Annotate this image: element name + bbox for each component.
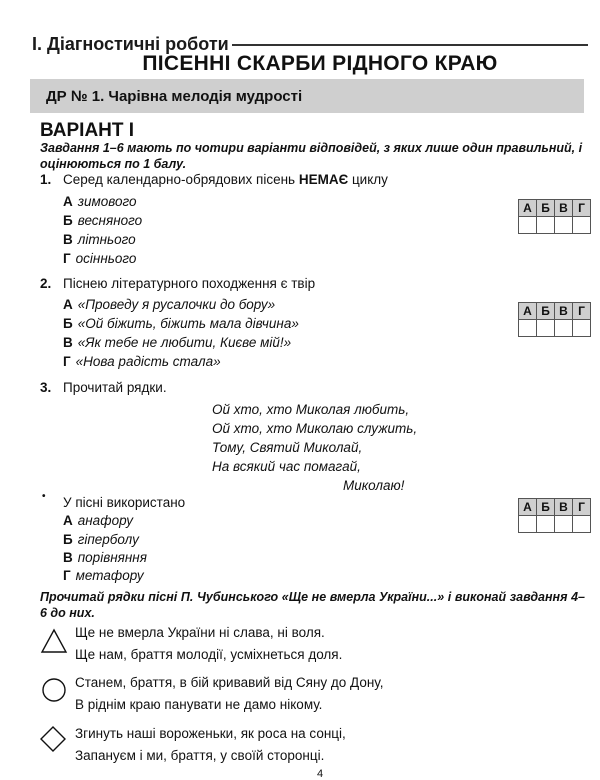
grid-header-c: В bbox=[555, 303, 573, 320]
instructions-4-6: Прочитай рядки пісні П. Чубинського «Ще не вмерла України...» і виконай завдання 4–6 до них. bbox=[40, 590, 585, 620]
grid-header-c: В bbox=[555, 200, 573, 217]
grid-header-a: А bbox=[519, 303, 537, 320]
q2-option-c: В «Як тебе не любити, Києве мій!» bbox=[63, 335, 292, 350]
poem-line-1: Ой хто, хто Миколая любить, bbox=[212, 402, 410, 417]
question-1-text: Серед календарно-обрядових пісень НЕМАЄ циклу bbox=[63, 172, 388, 187]
q1-answer-cell-c[interactable] bbox=[555, 217, 573, 234]
q2-option-b: Б «Ой біжить, біжить мала дівчина» bbox=[63, 316, 299, 331]
q3-answer-grid bbox=[518, 498, 591, 533]
grid-header-a: А bbox=[519, 200, 537, 217]
grid-header-d: Г bbox=[573, 303, 591, 320]
grid-header-d: Г bbox=[573, 499, 591, 516]
variant-heading: ВАРІАНТ І bbox=[40, 120, 135, 141]
song-fragment-2-line-1: Станем, браття, в бій кривавий від Сяну до Дону, bbox=[75, 675, 384, 690]
poem-line-3: Тому, Святий Миколай, bbox=[212, 440, 363, 455]
page-title: ПІСЕННІ СКАРБИ РІДНОГО КРАЮ bbox=[142, 52, 498, 75]
instructions-1-6: Завдання 1–6 мають по чотири варіанти відповідей, з яких лише один правильний, і оцінюються по 1 балу. bbox=[40, 141, 583, 171]
question-2-number: 2. bbox=[40, 276, 52, 291]
question-3-subtext: У пісні використано bbox=[63, 495, 186, 510]
q3-option-d: Г метафору bbox=[63, 568, 144, 583]
grid-header-b: Б bbox=[537, 200, 555, 217]
song-fragment-3-line-1: Згинуть наші вороженьки, як роса на сонці, bbox=[75, 726, 346, 741]
question-3-text: Прочитай рядки. bbox=[63, 380, 167, 395]
q3-answer-cell-d[interactable] bbox=[573, 516, 591, 533]
q1-answer-grid bbox=[518, 199, 591, 234]
song-fragment-1-line-1: Ще не вмерла України ні слава, ні воля. bbox=[75, 625, 325, 640]
q3-option-c: В порівняння bbox=[63, 550, 147, 565]
dr-label: ДР № 1. Чарівна мелодія мудрості bbox=[46, 88, 303, 105]
circle-icon bbox=[40, 676, 68, 704]
dot-mark: • bbox=[42, 491, 46, 502]
grid-header-a: А bbox=[519, 499, 537, 516]
q2-option-a: А «Проведу я русалочки до бору» bbox=[63, 297, 276, 312]
q3-answer-cell-b[interactable] bbox=[537, 516, 555, 533]
q1-answer-cell-a[interactable] bbox=[519, 217, 537, 234]
section-title: І. Діагностичні роботи bbox=[32, 34, 229, 54]
poem-line-5: Миколаю! bbox=[343, 478, 405, 493]
q1-answer-cell-b[interactable] bbox=[537, 217, 555, 234]
q2-option-d: Г «Нова радість стала» bbox=[63, 354, 221, 369]
q2-answer-cell-c[interactable] bbox=[555, 320, 573, 337]
grid-header-b: Б bbox=[537, 303, 555, 320]
triangle-icon bbox=[40, 628, 68, 654]
grid-header-d: Г bbox=[573, 200, 591, 217]
q2-answer-cell-d[interactable] bbox=[573, 320, 591, 337]
song-fragment-2-line-2: В ріднім краю панувати не дамо нікому. bbox=[75, 697, 323, 712]
song-fragment-1 bbox=[75, 622, 342, 666]
q3-answer-cell-c[interactable] bbox=[555, 516, 573, 533]
poem-line-2: Ой хто, хто Миколаю служить, bbox=[212, 421, 418, 436]
q3-option-b: Б гіперболу bbox=[63, 532, 139, 547]
q1-option-a: А зимового bbox=[63, 194, 137, 209]
grid-header-c: В bbox=[555, 499, 573, 516]
poem-line-4: На всякий час помагай, bbox=[212, 459, 361, 474]
grid-header-b: Б bbox=[537, 499, 555, 516]
q1-option-b: Б весняного bbox=[63, 213, 143, 228]
section-divider-line bbox=[232, 44, 588, 46]
q2-answer-cell-a[interactable] bbox=[519, 320, 537, 337]
song-fragment-3 bbox=[75, 723, 346, 767]
question-1-number: 1. bbox=[40, 172, 52, 187]
diamond-icon bbox=[38, 724, 68, 754]
question-3-number: 3. bbox=[40, 380, 52, 395]
q1-option-c: В літнього bbox=[63, 232, 136, 247]
q2-answer-grid bbox=[518, 302, 591, 337]
q3-option-a: А анафору bbox=[63, 513, 133, 528]
q3-answer-cell-a[interactable] bbox=[519, 516, 537, 533]
song-fragment-1-line-2: Ще нам, браття молодії, усміхнеться доля. bbox=[75, 647, 343, 662]
page-number: 4 bbox=[316, 768, 324, 780]
song-fragment-2 bbox=[75, 672, 383, 716]
song-fragment-3-line-2: Запануєм і ми, браття, у своїй сторонці. bbox=[75, 748, 325, 763]
q1-option-d: Г осіннього bbox=[63, 251, 137, 266]
q2-answer-cell-b[interactable] bbox=[537, 320, 555, 337]
q1-answer-cell-d[interactable] bbox=[573, 217, 591, 234]
question-2-text: Піснею літературного походження є твір bbox=[63, 276, 316, 291]
